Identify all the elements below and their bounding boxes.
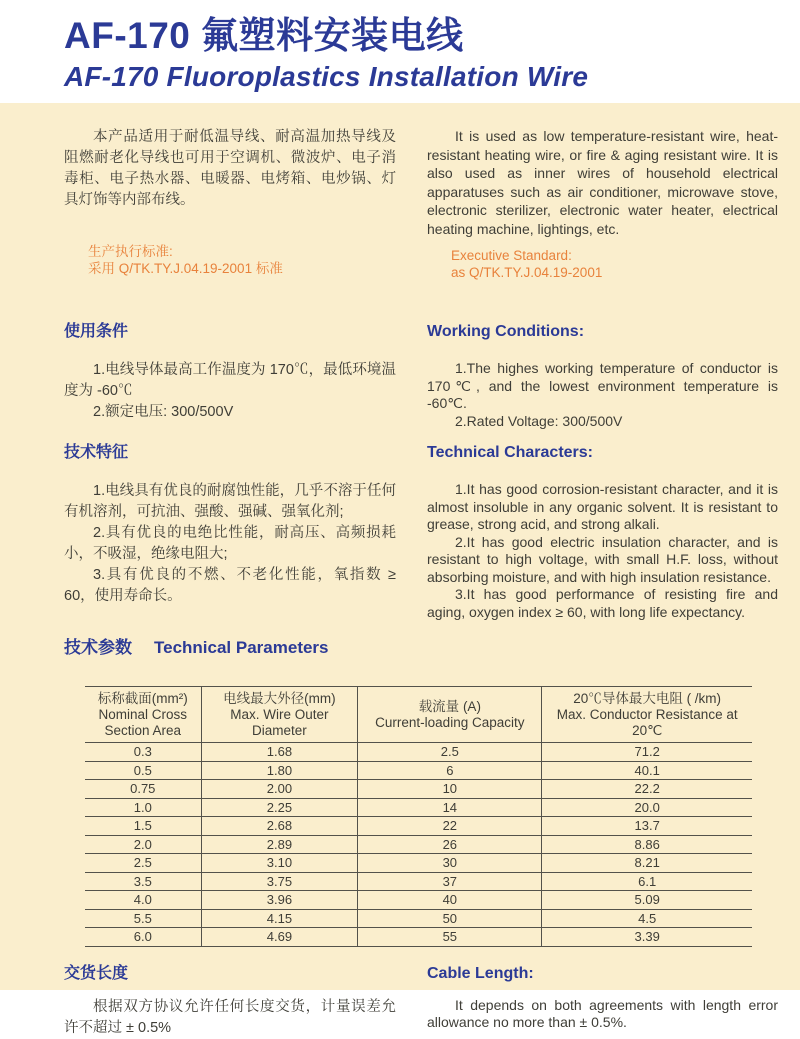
table-cell: 2.0 <box>85 835 201 854</box>
list-item: 2.具有优良的电绝比性能，耐高压、高频损耗小，不吸湿，绝缘电阻大; <box>64 525 396 562</box>
technical-characters-section <box>64 443 778 621</box>
list-item: 2.It has good electric insulation character, and is resistant to high voltage, with small H.F. loss, without absorbing moisture, and with high insulation resistance. <box>427 533 778 585</box>
table-cell: 10 <box>358 780 542 799</box>
table-row <box>85 798 752 817</box>
parameters-table <box>85 686 752 947</box>
technical-parameters-heading-zh: 技术参数 <box>64 638 132 657</box>
page-title-en: AF-170 Fluoroplastics Installation Wire <box>64 61 589 92</box>
table-cell: 14 <box>358 798 542 817</box>
working-conditions-heading-zh: 使用条件 <box>64 323 129 340</box>
table-cell: 1.0 <box>85 798 201 817</box>
list-item: 3.It has good performance of resisting fire and aging, oxygen index ≥ 60, with long life expectancy. <box>427 586 778 620</box>
table-cell: 71.2 <box>542 743 752 762</box>
technical-parameters-section <box>64 638 778 947</box>
list-item: 1.It has good corrosion-resistant character, and it is almost insoluble in any organic solvent. It is resistant to grease, strong acid, and strong alkali. <box>427 481 778 532</box>
table-cell: 2.89 <box>201 835 358 854</box>
table-header-cell <box>85 687 201 743</box>
table-header-cell <box>201 687 358 743</box>
intro-section <box>64 127 778 281</box>
intro-column-zh <box>64 127 396 277</box>
table-cell: 0.5 <box>85 761 201 780</box>
header-en: Max. Wire Outer Diameter <box>230 707 329 738</box>
table-cell: 5.5 <box>85 909 201 928</box>
table-row <box>85 928 752 947</box>
table-cell: 40 <box>358 891 542 910</box>
list-item: 1.电线具有优良的耐腐蚀性能，几乎不溶于任何有机溶剂，可抗油、强酸、强碱、强氧化剂; <box>64 483 396 520</box>
table-cell: 3.75 <box>201 872 358 891</box>
list-item: 1.The highes working temperature of conductor is 170℃, and the lowest environment temperature is -60℃. <box>427 360 778 411</box>
list-item: 2.Rated Voltage: 300/500V <box>455 412 623 429</box>
working-conditions-body-zh <box>64 360 396 423</box>
working-conditions-section <box>64 322 778 430</box>
table-cell: 26 <box>358 835 542 854</box>
executive-standard-zh <box>88 243 396 277</box>
header-en: Current-loading Capacity <box>375 714 525 730</box>
table-row <box>85 835 752 854</box>
table-cell: 22.2 <box>542 780 752 799</box>
working-conditions-heading-en: Working Conditions: <box>427 323 585 340</box>
table-cell: 3.39 <box>542 928 752 947</box>
cable-length-heading-zh: 交货长度 <box>64 964 129 982</box>
table-cell: 55 <box>358 928 542 947</box>
technical-characters-zh <box>64 443 396 607</box>
technical-parameters-heading-en: Technical Parameters <box>154 638 329 657</box>
technical-characters-body-en <box>427 481 778 621</box>
table-cell: 1.5 <box>85 817 201 836</box>
header-en: Max. Conductor Resistance at 20℃ <box>556 707 738 738</box>
table-cell: 5.09 <box>542 891 752 910</box>
table-cell: 2.00 <box>201 780 358 799</box>
header-zh: 标称截面(mm²) <box>97 691 188 706</box>
table-cell: 4.15 <box>201 909 358 928</box>
table-cell: 8.86 <box>542 835 752 854</box>
working-conditions-en <box>427 322 778 430</box>
table-cell: 2.5 <box>358 743 542 762</box>
list-item: 1.电线导体最高工作温度为 170℃，最低环境温度为 -60℃ <box>64 362 396 399</box>
header-zh: 电线最大外径(mm) <box>223 691 336 706</box>
list-item: 3.具有优良的不燃、不老化性能，氧指数 ≥ 60，使用寿命长。 <box>64 567 396 604</box>
header-zh: 载流量 (A) <box>418 698 481 714</box>
executive-standard-en-value: as Q/TK.TY.J.04.19-2001 <box>451 265 603 280</box>
table-cell: 1.68 <box>201 743 358 762</box>
cable-length-text-zh: 根据双方协议允许任何长度交货，计量误差允许不超过 ± 0.5% <box>64 998 396 1036</box>
working-conditions-body-en <box>427 360 778 430</box>
table-row <box>85 780 752 799</box>
cable-length-zh <box>64 964 396 1039</box>
table-cell: 4.69 <box>201 928 358 947</box>
table-cell: 3.96 <box>201 891 358 910</box>
list-item: 2.额定电压: 300/500V <box>93 404 234 420</box>
header-en: Nominal Cross Section Area <box>98 707 188 738</box>
table-cell: 40.1 <box>542 761 752 780</box>
parameters-table-body <box>85 743 752 947</box>
table-row <box>85 891 752 910</box>
table-cell: 37 <box>358 872 542 891</box>
technical-characters-en <box>427 443 778 621</box>
table-cell: 22 <box>358 817 542 836</box>
table-cell: 3.10 <box>201 854 358 873</box>
table-cell: 6.0 <box>85 928 201 947</box>
table-cell: 6 <box>358 761 542 780</box>
technical-parameters-heading <box>64 638 778 658</box>
parameters-table-head <box>85 687 752 743</box>
table-row <box>85 743 752 762</box>
executive-standard-en <box>451 247 778 281</box>
table-cell: 0.75 <box>85 780 201 799</box>
table-cell: 2.5 <box>85 854 201 873</box>
technical-characters-heading-zh: 技术特征 <box>64 444 129 461</box>
executive-standard-en-label: Executive Standard: <box>451 248 572 263</box>
masthead <box>0 0 800 103</box>
cable-length-body-en <box>427 997 778 1032</box>
table-cell: 13.7 <box>542 817 752 836</box>
table-row <box>85 817 752 836</box>
technical-characters-heading-en: Technical Characters: <box>427 444 593 461</box>
table-cell: 3.5 <box>85 872 201 891</box>
executive-standard-zh-label: 生产执行标准: <box>88 244 173 259</box>
table-cell: 30 <box>358 854 542 873</box>
table-row <box>85 872 752 891</box>
table-header-row <box>85 687 752 743</box>
table-cell: 20.0 <box>542 798 752 817</box>
table-row <box>85 761 752 780</box>
table-header-cell <box>542 687 752 743</box>
table-cell: 0.3 <box>85 743 201 762</box>
table-cell: 1.80 <box>201 761 358 780</box>
intro-paragraph-zh: 本产品适用于耐低温导线、耐高温加热导线及阻燃耐老化导线也可用于空调机、微波炉、电子消毒柜、电子热水器、电暖器、电烤箱、电炒锅、灯具灯饰等内部布线。 <box>64 129 396 208</box>
table-cell: 2.68 <box>201 817 358 836</box>
intro-paragraph-en: It is used as low temperature-resistant wire, heat-resistant heating wire, or fire & aging resistant wire. It is also used as inner wires of household electrical apparatuses such as air conditioner, microwave stove, electronic sterilizer, electronic water heater, electrical heating machine, lightings, etc. <box>427 128 778 237</box>
table-cell: 6.1 <box>542 872 752 891</box>
table-cell: 2.25 <box>201 798 358 817</box>
table-row <box>85 854 752 873</box>
table-row <box>85 909 752 928</box>
table-cell: 4.0 <box>85 891 201 910</box>
table-header-cell <box>358 687 542 743</box>
technical-characters-body-zh <box>64 481 396 607</box>
page-title-zh: AF-170 氟塑料安装电线 <box>64 15 464 56</box>
header-zh: 20℃导体最大电阻 ( /km) <box>573 691 722 706</box>
sheet-body <box>0 103 800 1036</box>
working-conditions-zh <box>64 322 396 423</box>
intro-column-en <box>427 127 778 281</box>
table-cell: 50 <box>358 909 542 928</box>
table-cell: 8.21 <box>542 854 752 873</box>
cable-length-section <box>64 964 778 1039</box>
cable-length-heading-en: Cable Length: <box>427 964 534 982</box>
executive-standard-zh-value: 采用 Q/TK.TY.J.04.19-2001 标准 <box>88 261 283 276</box>
cable-length-en <box>427 964 778 1032</box>
cable-length-text-en: It depends on both agreements with length error allowance no more than ± 0.5%. <box>427 996 778 1030</box>
table-cell: 4.5 <box>542 909 752 928</box>
cable-length-body-zh <box>64 997 396 1039</box>
